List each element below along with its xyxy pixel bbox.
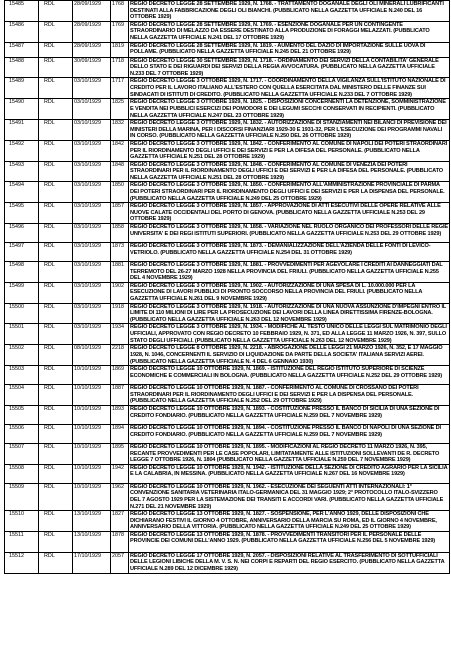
row-type: RDL	[39, 182, 73, 203]
row-number: 15489	[5, 78, 39, 99]
row-number: 15502	[5, 345, 39, 366]
table-row	[5, 385, 450, 406]
row-number: 15498	[5, 262, 39, 283]
row-date: 08/10/1929	[73, 345, 111, 366]
row-description: REGIO DECRETO LEGGE 10 OTTOBRE 1929, N. 1893. - COSTITUZIONE PRESSO IL BANCO DI SICILIA DI UNA SEZIONE DI CREDITO FONDIARIO. (PUBBLICATO NELLA GAZZETTA UFFICIALE N.259 DEL 7 NOVEMBRE 1929)	[129, 405, 450, 424]
row-law-number: 1918	[111, 303, 129, 324]
row-law-number: 1842	[111, 140, 129, 161]
row-number: 15511	[5, 531, 39, 552]
row-description: REGIO DECRETO LEGGE 3 OTTOBRE 1929, N. 1881. - PROVVEDIMENTI PER AGEVOLARE I CREDITI AI DANNEGGIATI DAL TERREMOTO DEL 26-27 MARZO 1928 NELLA PROVINCIA DEL FRIULI. (PUBBLICATO NELLA GAZZETTA UFFICIALE N.255 DEL 4 NOVEMBRE 1929)	[129, 262, 450, 283]
row-date: 03/10/1929	[73, 161, 111, 182]
row-date: 28/09/1929	[73, 1, 111, 22]
row-law-number: 1769	[111, 21, 129, 42]
table-row	[5, 282, 450, 303]
row-type: RDL	[39, 57, 73, 78]
row-date: 28/09/1929	[73, 42, 111, 57]
row-date: 30/09/1929	[73, 57, 111, 78]
row-law-number: 1827	[111, 511, 129, 532]
row-type: RDL	[39, 531, 73, 552]
row-number: 15506	[5, 424, 39, 443]
row-date: 10/10/1929	[73, 483, 111, 510]
row-description: REGIO DECRETO LEGGE 17 OTTOBRE 1929, N. 2057. - DISPOSIZIONI RELATIVE AL TRASFERIMENTO DI SOTTUFFICIALI DELLE LEGIONI LIBICHE DELLA M. V. S. N. NEI CORPI E REPARTI DEL REGIO ESERCITO. (PUBBLICATO NELLA GAZZETTA UFFICIALE N.289 DEL 12 DICEMBRE 1929)	[129, 552, 450, 573]
row-description: REGIO DECRETO LEGGE 3 OTTOBRE 1929, N. 1857. - APPROVAZIONE DI ATTI ESECUTIVI DELLE OPERE RELATIVE ALLE NUOVE CALATE OCCIDENTALI DEL PORTO DI GENOVA. (PUBBLICATO NELLA GAZZETTA UFFICIALE N.253 DEL 29 OTTOBRE 1929)	[129, 203, 450, 224]
row-date: 13/10/1929	[73, 511, 111, 532]
table-row	[5, 78, 450, 99]
row-date: 10/10/1929	[73, 443, 111, 464]
table-row	[5, 1, 450, 22]
table-row	[5, 99, 450, 120]
row-date: 10/10/1929	[73, 464, 111, 483]
row-law-number: 1850	[111, 182, 129, 203]
row-description: REGIO DECRETO LEGGE 3 OTTOBRE 1929, N. 1848. - CONFERIMENTO AL COMUNE DI VENEZIA DEI POTERI STRAORDINARI PER IL RIORDINAMENTO DEGLI UFFICI E DEI SERVIZI E PER LA DIFESA DEL PERSONALE. (PUBBLICATO NELLA GAZZETTA UFFICIALE N.251 DEL 28 OTTOBRE 1929)	[129, 161, 450, 182]
table-row	[5, 42, 450, 57]
table-row	[5, 224, 450, 243]
row-law-number: 1848	[111, 161, 129, 182]
row-date: 10/10/1929	[73, 366, 111, 385]
table-row	[5, 443, 450, 464]
row-law-number: 1934	[111, 324, 129, 345]
row-description: REGIO DECRETO LEGGE 10 OTTOBRE 1929, N. 1894. - COSTITUZIONE PRESSO IL BANCO DI NAPOLI DI UNA SEZIONE DI CREDITO FONDIARIO. (PUBBLICATO NELLA GAZZETTA UFFICIALE N.259 DEL 7 NOVEMBRE 1929)	[129, 424, 450, 443]
row-date: 10/10/1929	[73, 424, 111, 443]
row-description: REGIO DECRETO LEGGE 3 OTTOBRE 1929, N. 1902. - AUTORIZZAZIONE DI UNA SPESA DI L. 10.000.000 PER LA ESECUZIONE DI LAVORI PUBBLICI DI PRONTO SOCCORSO NELLA PROVINCIA DEL FRIULI. (PUBBLICATO NELLA GAZZETTA UFFICIALE N.261 DEL 9 NOVEMBRE 1929)	[129, 282, 450, 303]
row-description: REGIO DECRETO LEGGE 3 OTTOBRE 1929, N. 1832. - AUTORIZZAZIONE DI STANZIAMENTI NEI BILANCI DI PREVISIONE DEI MINISTERI DELLA MARINA, PER I DISCORSI FINANZIARI 1929-30 E 1931-32, PER L'ESECUZIONE DEI PROGRAMMI NAVALI IN CORSO. (PUBBLICATO NELLA GAZZETTA UFFICIALE N.250 DEL 26 OTTOBRE 1929)	[129, 120, 450, 141]
row-description: REGIO DECRETO LEGGE 28 SETTEMBRE 1929, N. 1819. - AUMENTO DEL DAZIO DI IMPORTAZIONE SULLE UOVA DI POLLAME. (PUBBLICATO NELLA GAZZETTA UFFICIALE N.245 DEL 21 OTTOBRE 1929)	[129, 42, 450, 57]
row-description: REGIO DECRETO LEGGE 3 OTTOBRE 1929, N. 1858. - VARIAZIONE NEL RUOLO ORGANICO DEI PROFESSORI DELLE REGIE UNIVERSITA' E DEI REGI ISTITUTI SUPERIORI. (PUBBLICATO NELLA GAZZETTA UFFICIALE N.253 DEL 29 OTTOBRE 1929)	[129, 224, 450, 243]
row-date: 10/10/1929	[73, 405, 111, 424]
row-law-number: 1902	[111, 282, 129, 303]
table-row	[5, 424, 450, 443]
row-type: RDL	[39, 552, 73, 573]
row-date: 03/10/1929	[73, 303, 111, 324]
row-description: REGIO DECRETO LEGGE 3 OTTOBRE 1929, N. 1850. - CONFERIMENTO ALL'AMMINISTRAZIONE PROVINCIALE DI PARMA DEI POTERI STRAORDINARI PER IL RIORDINAMENTO DEGLI UFFICI E DEI SERVIZI E PER LA DISPENSA DEL PERSONALE. (PUBBLICATO NELLA GAZZETTA UFFICIALE N.249 DEL 25 OTTOBRE 1929)	[129, 182, 450, 203]
row-date: 03/10/1929	[73, 182, 111, 203]
row-type: RDL	[39, 120, 73, 141]
row-date: 03/10/1929	[73, 120, 111, 141]
table-row	[5, 464, 450, 483]
row-number: 15504	[5, 385, 39, 406]
table-row	[5, 324, 450, 345]
row-type: RDL	[39, 511, 73, 532]
row-number: 15508	[5, 464, 39, 483]
row-description: REGIO DECRETO LEGGE 3 OTTOBRE 1929, N. 1825. - DISPOSIZIONI CONCERNENTI LA DETENZIONE, SOMMINISTRAZIONE E VENDITA NEI PUBBLICI ESERCIZI DEI POMODORI E DEI LEGUMI SECCHI CONSERVATI IN RECIPIENTI. (PUBBLICATO NELLA GAZZETTA UFFICIALE N.247 DEL 23 OTTOBRE 1929)	[129, 99, 450, 120]
table-row	[5, 57, 450, 78]
row-date: 28/09/1929	[73, 21, 111, 42]
table-row	[5, 120, 450, 141]
row-law-number: 1869	[111, 366, 129, 385]
row-law-number: 1717	[111, 78, 129, 99]
row-type: RDL	[39, 243, 73, 262]
row-number: 15510	[5, 511, 39, 532]
row-number: 15500	[5, 303, 39, 324]
table-row	[5, 531, 450, 552]
row-law-number: 1858	[111, 224, 129, 243]
row-type: RDL	[39, 99, 73, 120]
row-number: 15493	[5, 161, 39, 182]
row-type: RDL	[39, 262, 73, 283]
row-description: REGIO DECRETO LEGGE 28 SETTEMBRE 1929, N. 1768. - TRATTAMENTO DOGANALE DEGLI OLI MINERALI LUBRIFICANTI DESTINATI ALLA FABBRICAZIONE DEGLI OLI BIANCHI. (PUBBLICATO NELLA GAZZETTA UFFICIALE N.240 DEL 16 OTTOBRE 1929)	[129, 1, 450, 22]
row-law-number: 1878	[111, 531, 129, 552]
row-number: 15509	[5, 483, 39, 510]
table-row	[5, 552, 450, 573]
row-date: 03/10/1929	[73, 140, 111, 161]
row-type: RDL	[39, 78, 73, 99]
table-row	[5, 303, 450, 324]
row-law-number: 1887	[111, 385, 129, 406]
laws-table	[4, 0, 450, 574]
row-law-number: 1819	[111, 42, 129, 57]
row-description: REGIO DECRETO LEGGE 10 OTTOBRE 1929, N. 1887. - CONFERIMENTO AL COMUNE DI CROSSANO DEI POTERI STRAORDINARI PER IL RIORDINAMENTO DEGLI UFFICI E DEI SERVIZI E PER LA DISPENSA DEL PERSONALE. (PUBBLICATO NELLA GAZZETTA UFFICIALE N.252 DEL 29 OTTOBRE 1929)	[129, 385, 450, 406]
row-type: RDL	[39, 324, 73, 345]
row-law-number: 1768	[111, 1, 129, 22]
row-date: 03/10/1929	[73, 78, 111, 99]
table-row	[5, 262, 450, 283]
table-row	[5, 243, 450, 262]
row-type: RDL	[39, 424, 73, 443]
row-law-number: 1873	[111, 243, 129, 262]
row-date: 03/10/1929	[73, 203, 111, 224]
row-date: 17/10/1929	[73, 552, 111, 573]
row-description: REGIO DECRETO LEGGE 10 OTTOBRE 1929, N. 1869. - ISTITUZIONE DEL REGIO ISTITUTO SUPERIORE DI SCIENZE ECONOMICHE E COMMERCIALI IN BOLOGNA. (PUBBLICATO NELLA GAZZETTA UFFICIALE N.252 DEL 29 OTTOBRE 1929)	[129, 366, 450, 385]
table-row	[5, 483, 450, 510]
row-law-number: 1718	[111, 57, 129, 78]
row-number: 15495	[5, 203, 39, 224]
row-description: REGIO DECRETO LEGGE 10 OTTOBRE 1929, N. 1942. - ISTITUZIONE DELLA SEZIONE DI CREDITO AGRARIO PER LA SICILIA E LA CALABRIA, IN MESSINA. (PUBBLICATO NELLA GAZZETTA UFFICIALE N.267 DEL 16 NOVEMBRE 1929)	[129, 464, 450, 483]
row-description: REGIO DECRETO LEGGE 13 OTTOBRE 1929, N. 1827. - SOSPENSIONE, PER L'ANNO 1929, DELLE DISPOSIZIONI CHE DICHIARANO FESTIVI IL GIORNO 4 OTTOBRE, ANNIVERSARIO DELLA MARCIA SU ROMA, ED IL GIORNO 4 NOVEMBRE, ANNIVERSARIO DELLA VITTORIA. (PUBBLICATO NELLA GAZZETTA UFFICIALE N.249 DEL 25 OTTOBRE 1929)	[129, 511, 450, 532]
row-date: 10/10/1929	[73, 385, 111, 406]
row-law-number: 1825	[111, 99, 129, 120]
row-date: 03/10/1929	[73, 262, 111, 283]
table-row	[5, 182, 450, 203]
row-description: REGIO DECRETO LEGGE 3 OTTOBRE 1929, N. 1873. - DEMANIALIZZAZIONE DELL'AZIENDA DELLE FONTI DI LEVICO-VETRIOLO. (PUBBLICATO NELLA GAZZETTA UFFICIALE N.254 DEL 31 OTTOBRE 1929)	[129, 243, 450, 262]
row-type: RDL	[39, 385, 73, 406]
row-description: REGIO DECRETO LEGGE 10 OTTOBRE 1929, N. 1895. - MODIFICAZIONI AL REGIO DECRETO 11 MARZO 1926, N. 395, RECANTE PROVVEDIMENTI PER LE CASE POPOLARI, LIMITATAMENTE ALLE ISTITUZIONI SOLLEVANTI DE R. DECRETO LEGGE 7 OTTOBRE 1926, N. 1804 (PUBBLICATO NELLA GAZZETTA UFFICIALE N.259 DEL 7 NOVEMBRE 1929)	[129, 443, 450, 464]
row-number: 15501	[5, 324, 39, 345]
row-number: 15494	[5, 182, 39, 203]
row-number: 15503	[5, 366, 39, 385]
laws-table-body	[5, 1, 450, 574]
row-number: 15485	[5, 1, 39, 22]
row-number: 15492	[5, 140, 39, 161]
row-type: RDL	[39, 443, 73, 464]
row-type: RDL	[39, 483, 73, 510]
row-number: 15496	[5, 224, 39, 243]
row-number: 15499	[5, 282, 39, 303]
row-type: RDL	[39, 366, 73, 385]
row-date: 03/10/1929	[73, 224, 111, 243]
row-description: REGIO DECRETO LEGGE 3 OTTOBRE 1929, N. 1934. - MODIFICHE AL TESTO UNICO DELLE LEGGI SUL MATRIMONIO DEGLI UFFICIALI, APPROVATO CON REGIO DECRETO 10 FEBBRAIO 1929, N. 371, ED ALLA LEGGE 11 MARZO 1926, N. 397, SULLO STATO DEGLI UFFICIALI. (PUBBLICATO NELLA GAZZETTA UFFICIALE N.263 DEL 12 NOVEMBRE 1929)	[129, 324, 450, 345]
table-row	[5, 21, 450, 42]
row-law-number: 1962	[111, 483, 129, 510]
row-date: 03/10/1929	[73, 324, 111, 345]
row-number: 15512	[5, 552, 39, 573]
table-row	[5, 345, 450, 366]
row-description: REGIO DECRETO LEGGE 10 OTTOBRE 1929, N. 1962. - ESECUZIONE DEI SEGUENTI ATTI INTERNAZIONALI: 1° CONVENZIONE SANITARIA VETERINARIA ITALO-GERMANICA DEL 31 MAGGIO 1929; 2° PROTOCOLLO ITALO-SVIZZERO DEL 7 AGOSTO 1929 PER LA SISTEMAZIONE DEI TRANSITI E ACCORDI VARI. (PUBBLICATO NELLA GAZZETTA UFFICIALE N.271 DEL 21 NOVEMBRE 1929)	[129, 483, 450, 510]
table-row	[5, 140, 450, 161]
row-type: RDL	[39, 42, 73, 57]
row-description: REGIO DECRETO LEGGE 30 SETTEMBRE 1929, N. 1718. - ORDINAMENTO DEI SERVIZI DELLA CONTABILITA' GENERALE DELLO STATO E DEI RIGUARDI DEI SERVIZI DELLA REGIA AVVOCATURA. (PUBBLICATO NELLA GAZZETTA UFFICIALE N.233 DEL 7 OTTOBRE 1929)	[129, 57, 450, 78]
row-type: RDL	[39, 345, 73, 366]
row-number: 15497	[5, 243, 39, 262]
row-type: RDL	[39, 303, 73, 324]
table-row	[5, 161, 450, 182]
row-date: 03/10/1929	[73, 282, 111, 303]
row-description: REGIO DECRETO LEGGE 3 OTTOBRE 1929, N. 1918. - AUTORIZZAZIONE DI UNA NUOVA ASSUNZIONE D'IMPEGNI ENTRO IL LIMITE DI 110 MILIONI DI LIRE PER LA PROSECUZIONE DEI LAVORI DELLA LINEA DIRETTISSIMA FIRENZE-BOLOGNA. (PUBBLICATO NELLA GAZZETTA UFFICIALE N.263 DEL 12 NOVEMBRE 1929)	[129, 303, 450, 324]
row-number: 15491	[5, 120, 39, 141]
row-law-number: 1832	[111, 120, 129, 141]
row-type: RDL	[39, 21, 73, 42]
row-date: 13/10/1929	[73, 531, 111, 552]
row-number: 15507	[5, 443, 39, 464]
row-type: RDL	[39, 203, 73, 224]
row-law-number: 1942	[111, 464, 129, 483]
row-type: RDL	[39, 1, 73, 22]
table-row	[5, 405, 450, 424]
row-type: RDL	[39, 282, 73, 303]
row-number: 15488	[5, 57, 39, 78]
row-law-number: 1893	[111, 405, 129, 424]
row-description: REGIO DECRETO LEGGE 8 OTTOBRE 1929, N. 2218. - ABROGAZIONE DELLE LEGGI 21 MARZO 1926, N. 352, E 17 MAGGIO 1928, N. 1046, CONCERNENTI IL SERVIZIO DI LIQUIDAZIONE DA PARTE DELLA SOCIETA' ITALIANA SERVIZI AEREI. (PUBBLICATO NELLA GAZZETTA UFFICIALE N. 4 DEL 6 GENNAIO 1930)	[129, 345, 450, 366]
table-row	[5, 203, 450, 224]
row-law-number: 2057	[111, 552, 129, 573]
table-row	[5, 366, 450, 385]
row-description: REGIO DECRETO LEGGE 3 OTTOBRE 1929, N. 1717. - COORDINAMENTO DELLA VIGILANZA SULL'ISTITUTO NAZIONALE DI CREDITO PER IL LAVORO ITALIANO ALL'ESTERO CON QUELLA ESERCITATA DAL MINISTERO DELLE FINANZE SUI SINDACATI DI ISTITUTI DI CREDITO. (PUBBLICATO NELLA GAZZETTA UFFICIALE N.233 DEL 7 OTTOBRE 1929)	[129, 78, 450, 99]
row-law-number: 2218	[111, 345, 129, 366]
row-law-number: 1894	[111, 424, 129, 443]
row-type: RDL	[39, 464, 73, 483]
row-type: RDL	[39, 224, 73, 243]
row-type: RDL	[39, 140, 73, 161]
row-law-number: 1857	[111, 203, 129, 224]
row-number: 15490	[5, 99, 39, 120]
row-date: 03/10/1929	[73, 243, 111, 262]
row-number: 15486	[5, 21, 39, 42]
row-law-number: 1895	[111, 443, 129, 464]
row-date: 03/10/1929	[73, 99, 111, 120]
row-type: RDL	[39, 161, 73, 182]
row-description: REGIO DECRETO LEGGE 28 SETTEMBRE 1929, N. 1769. - ESENZIONE DOGANALE PER UN CONTINGENTE STRAORDINARIO DI MELAZZO DA ESSERE DESTINATO ALLA PRODUZIONE DI FORAGGI MELAZZATI. (PUBBLICATO NELLA GAZZETTA UFFICIALE N.241 DEL 17 OTTOBRE 1929)	[129, 21, 450, 42]
table-row	[5, 511, 450, 532]
row-number: 15487	[5, 42, 39, 57]
row-number: 15505	[5, 405, 39, 424]
row-law-number: 1881	[111, 262, 129, 283]
row-type: RDL	[39, 405, 73, 424]
row-description: REGIO DECRETO LEGGE 13 OTTOBRE 1929, N. 1878. - PROVVEDIMENTI TRANSITORI PER IL PERSONALE DELLE PROVINCIE DEI COMUNI DELL'ANNO 1929. (PUBBLICATO NELLA GAZZETTA UFFICIALE N.256 DEL 5 NOVEMBRE 1929)	[129, 531, 450, 552]
row-description: REGIO DECRETO LEGGE 3 OTTOBRE 1929, N. 1842. - CONFERIMENTO AL COMUNE DI NAPOLI DEI POTERI STRAORDINARI PER IL RIORDINAMENTO DEGLI UFFICI E DEI SERVIZI E PER LA DIFESA DEL PERSONALE. (PUBBLICATO NELLA GAZZETTA UFFICIALE N.251 DEL 28 OTTOBRE 1929)	[129, 140, 450, 161]
